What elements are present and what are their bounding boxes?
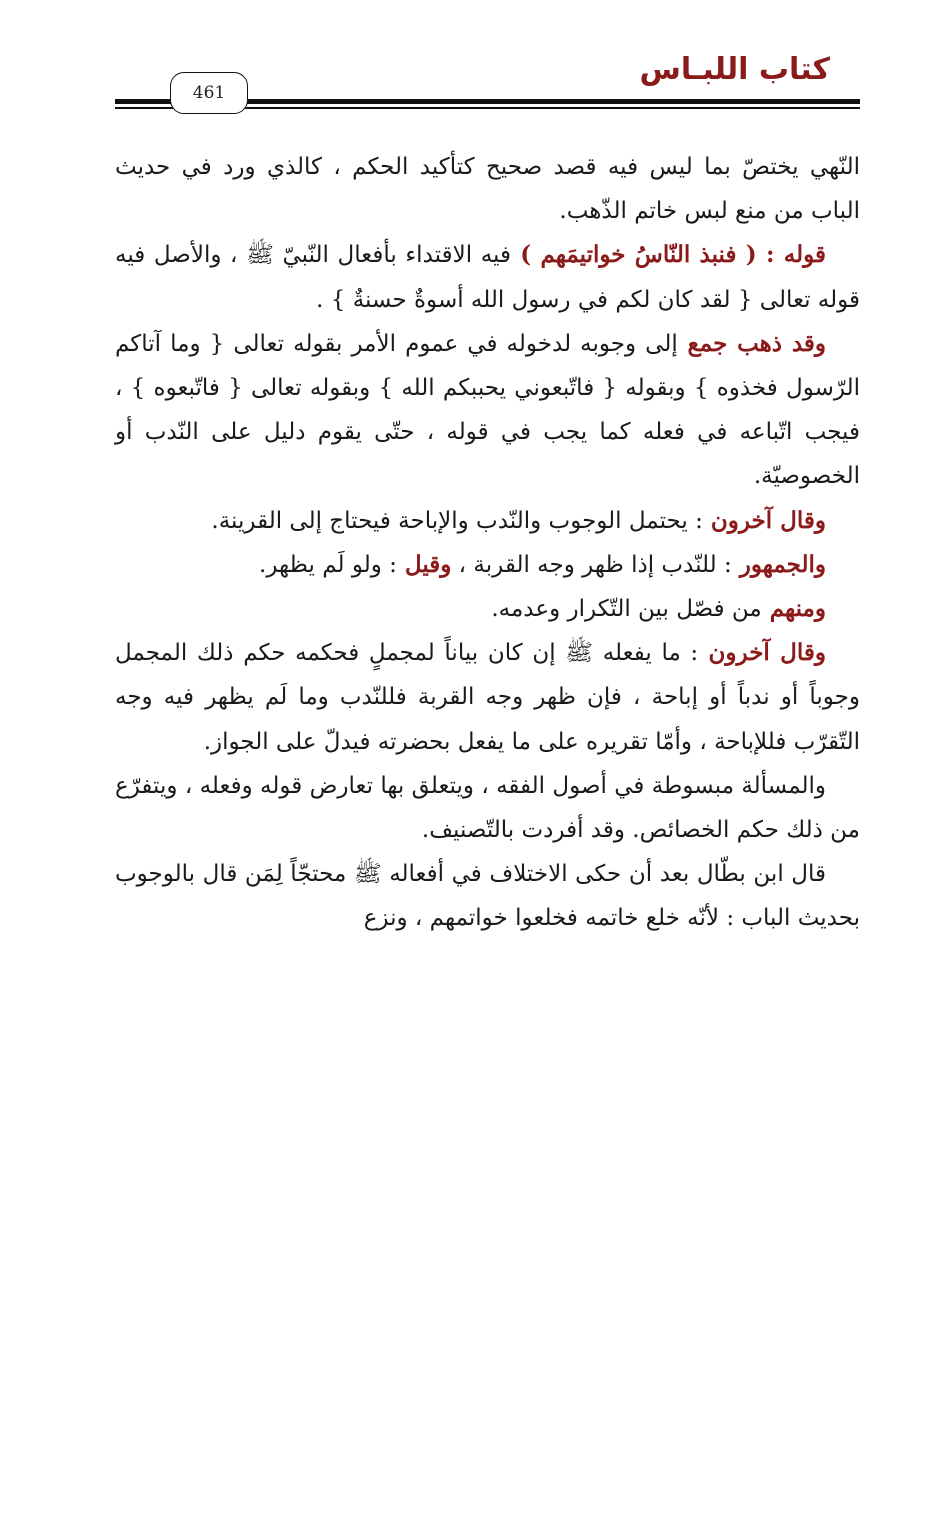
paragraph bbox=[115, 322, 860, 499]
paragraph bbox=[115, 631, 860, 764]
paragraph bbox=[115, 764, 860, 852]
text-segment: : للنّدب إذا ظهر وجه القربة ، bbox=[451, 551, 732, 578]
paragraph bbox=[115, 587, 860, 631]
book-title: كتاب اللبـاس bbox=[639, 52, 830, 87]
text-segment: قال ابن بطّال بعد أن حكى الاختلاف في أفعاله ﷺ محتجّاً لِمَن قال بالوجوب بحديث الباب : لأنّه خلع خاتمه فخلعوا خواتمهم ، ونزع bbox=[115, 861, 860, 932]
text-segment: النّهي يختصّ بما ليس فيه قصد صحيح كتأكيد الحكم ، كالذي ورد في حديث الباب من منع لبس خاتم الذّهب. bbox=[115, 154, 860, 225]
highlighted-term: وقد ذهب جمع bbox=[677, 329, 826, 357]
paragraph bbox=[115, 499, 860, 543]
text-segment: من فصّل بين التّكرار وعدمه. bbox=[491, 596, 762, 623]
text-segment: والمسألة مبسوطة في أصول الفقه ، ويتعلق بها تعارض قوله وفعله ، ويتفرّع من ذلك حكم الخصائص. وقد أفردت بالتّصنيف. bbox=[115, 772, 860, 844]
text-segment: : ولو لَم يظهر. bbox=[259, 551, 397, 578]
highlighted-term: ومنهم bbox=[761, 595, 826, 623]
highlighted-term: وقيل bbox=[396, 550, 452, 578]
paragraph bbox=[115, 852, 860, 940]
page-header bbox=[0, 0, 945, 130]
page-number: 461 bbox=[192, 83, 226, 103]
text-segment: : ما يفعله ﷺ إن كان بياناً لمجملٍ فحكمه حكم ذلك المجمل وجوباً أو ندباً أو إباحة ، فإن ظهر وجه القربة فللنّدب وما لَم يظهر فيه وجه التّقرّب فللإباحة ، وأمّا تقريره على ما يفعل بحضرته فيدلّ على الجواز. bbox=[115, 640, 860, 755]
page-number-badge bbox=[170, 72, 248, 114]
highlighted-term: والجمهور bbox=[731, 550, 826, 578]
text-segment: إلى وجوبه لدخوله في عموم الأمر بقوله تعالى { وما آتاكم الرّسول فخذوه } وبقوله { فاتّبعوني يحببكم الله } وبقوله تعالى { فاتّبعوه } ، فيجب اتّباعه في فعله كما يجب في قوله ، حتّى يقوم دليل على النّدب أو الخصوصيّة. bbox=[115, 330, 860, 490]
highlighted-term: قوله : ( فنبذ النّاسُ خواتيمَهم ) bbox=[510, 241, 826, 269]
paragraph bbox=[115, 233, 860, 321]
highlighted-term: وقال آخرون bbox=[698, 639, 826, 667]
text-segment: : يحتمل الوجوب والنّدب والإباحة فيحتاج إلى القرينة. bbox=[211, 507, 703, 534]
highlighted-term: وقال آخرون bbox=[702, 506, 826, 534]
paragraph bbox=[115, 543, 860, 587]
text-segment: فيه الاقتداء بأفعال النّبيّ ﷺ ، والأصل فيه قوله تعالى { لقد كان لكم في رسول الله أسوةٌ حسنةٌ } . bbox=[115, 242, 860, 313]
paragraph bbox=[115, 145, 860, 233]
body-text bbox=[115, 145, 860, 941]
